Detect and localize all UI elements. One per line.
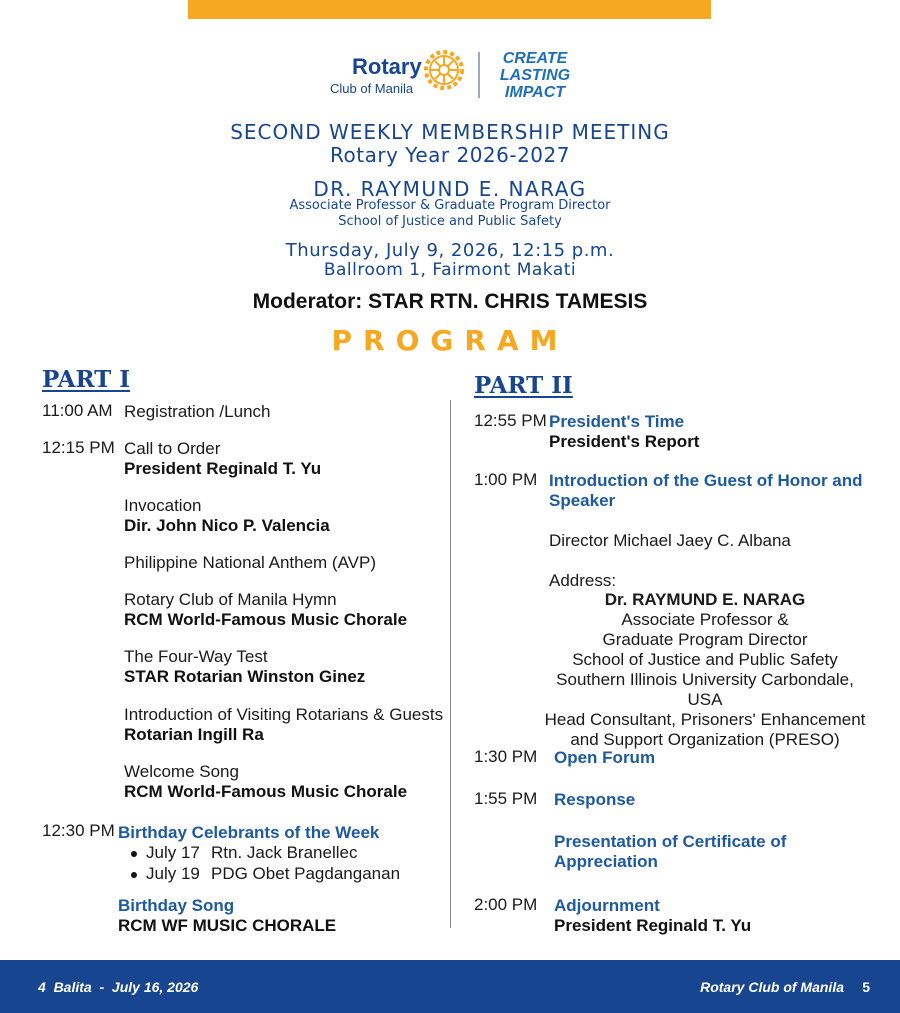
item-person: Dir. John Nico P. Valencia (124, 516, 330, 535)
address-line: Graduate Program Director (602, 630, 808, 649)
time-label: 11:00 AM (42, 401, 113, 420)
item-heading: Speaker (549, 491, 616, 510)
item-heading: Birthday Celebrants of the Week (118, 823, 380, 842)
address-line: Southern Illinois University Carbondale, USA (556, 670, 854, 709)
item-heading: Adjournment (554, 896, 660, 915)
program-item-birthdays (118, 823, 400, 885)
program-item-intro-visitors (124, 705, 443, 745)
item-label: The Four-Way Test (124, 647, 268, 666)
item-person: STAR Rotarian Winston Ginez (124, 667, 366, 686)
meeting-venue: Ballroom 1, Fairmont Makati (323, 260, 577, 280)
item-heading: Birthday Song (118, 896, 235, 915)
program-item-response (554, 790, 635, 810)
item-person: RCM World-Famous Music Chorale (124, 610, 408, 629)
birthday-date: July 17 (146, 843, 200, 862)
program-heading: PROGRAM (331, 324, 569, 357)
part-two-heading: PART II (474, 372, 573, 399)
speaker-position: Associate Professor & Graduate Program Director (289, 198, 611, 213)
program-item-adjournment (554, 896, 751, 936)
item-heading: Response (554, 790, 636, 809)
item-person: President Reginald T. Yu (554, 916, 752, 935)
rotary-logo (330, 48, 580, 102)
tagline-line: LASTING (499, 67, 571, 84)
item-label: Introduction of Visiting Rotarians & Guests (124, 705, 444, 724)
item-heading: President's Time (549, 412, 685, 431)
footer-issue: 4 Balita - July 16, 2026 (38, 979, 199, 995)
item-label: Rotary Club of Manila Hymn (124, 590, 337, 609)
speaker-school: School of Justice and Public Safety (338, 214, 562, 229)
time-label: 1:55 PM (474, 789, 538, 808)
address-line: Head Consultant, Prisoners' Enhancement (544, 710, 866, 729)
column-divider (450, 400, 451, 928)
rotary-wheel-icon (422, 48, 466, 92)
item-heading: Open Forum (554, 748, 656, 767)
page-footer (0, 960, 900, 1013)
item-person: President Reginald T. Yu (124, 459, 322, 478)
logo-club-name: Club of Manila (330, 81, 414, 96)
program-item-presidents-time (549, 412, 699, 452)
meeting-date: Thursday, July 9, 2026, 12:15 p.m. (285, 240, 615, 261)
birthday-entry (118, 843, 400, 864)
program-item-anthem (124, 553, 376, 573)
item-label: Director Michael Jaey C. Albana (549, 531, 791, 550)
tagline-line: IMPACT (504, 84, 566, 101)
birthday-name: Rtn. Jack Branellec (211, 843, 358, 862)
time-label: 12:15 PM (42, 438, 115, 457)
logo-tagline (490, 50, 580, 101)
logo-divider (478, 52, 480, 98)
meeting-title: SECOND WEEKLY MEMBERSHIP MEETING (230, 120, 670, 144)
item-person: RCM WF MUSIC CHORALE (118, 916, 337, 935)
footer-club-name: Rotary Club of Manila (700, 979, 844, 995)
program-item-intro-guest (549, 471, 863, 511)
address-label (549, 571, 616, 591)
rotary-year: Rotary Year 2026-2027 (330, 143, 570, 167)
program-item-certificate (554, 832, 786, 872)
program-item-invocation (124, 496, 330, 536)
item-heading: Introduction of the Guest of Honor and (549, 471, 863, 490)
speaker-address-block (540, 590, 870, 750)
program-item-four-way-test (124, 647, 365, 687)
birthday-name: PDG Obet Pagdanganan (211, 864, 401, 883)
speaker-name: DR. RAYMUND E. NARAG (313, 177, 587, 201)
program-item-registration (124, 402, 270, 422)
birthday-entry (118, 864, 400, 885)
item-heading: Appreciation (554, 852, 658, 871)
time-label: 12:30 PM (42, 821, 115, 840)
item-label: Address: (549, 571, 617, 590)
item-person: RCM World-Famous Music Chorale (124, 782, 408, 801)
time-label: 1:00 PM (474, 470, 538, 489)
address-line: School of Justice and Public Safety (572, 650, 838, 669)
birthday-list (118, 843, 400, 885)
program-item-birthday-song (118, 896, 336, 936)
item-label: Call to Order (124, 439, 221, 458)
moderator: Moderator: STAR RTN. CHRIS TAMESIS (252, 290, 648, 313)
top-accent-bar (188, 0, 711, 19)
program-item-director (549, 531, 791, 551)
address-speaker-name: Dr. RAYMUND E. NARAG (604, 590, 806, 609)
time-label: 12:55 PM (474, 411, 547, 430)
part-one-heading: PART I (42, 366, 131, 393)
tagline-line: CREATE (502, 50, 568, 67)
program-item-call-to-order (124, 439, 321, 479)
item-person: President's Report (549, 432, 700, 451)
address-line: and Support Organization (PRESO) (570, 730, 840, 749)
program-item-hymn (124, 590, 407, 630)
item-label: Registration /Lunch (124, 402, 271, 421)
program-item-open-forum (554, 748, 655, 768)
item-person: Rotarian Ingill Ra (124, 725, 264, 744)
time-label: 2:00 PM (474, 895, 538, 914)
logo-wordmark: Rotary (352, 54, 422, 79)
item-heading: Presentation of Certificate of (554, 832, 787, 851)
item-label: Welcome Song (124, 762, 239, 781)
footer-page-number: 5 (862, 979, 870, 995)
program-item-welcome-song (124, 762, 407, 802)
time-label: 1:30 PM (474, 747, 538, 766)
item-label: Philippine National Anthem (AVP) (124, 553, 376, 572)
item-label: Invocation (124, 496, 202, 515)
address-line: Associate Professor & (621, 610, 789, 629)
birthday-date: July 19 (146, 864, 200, 883)
